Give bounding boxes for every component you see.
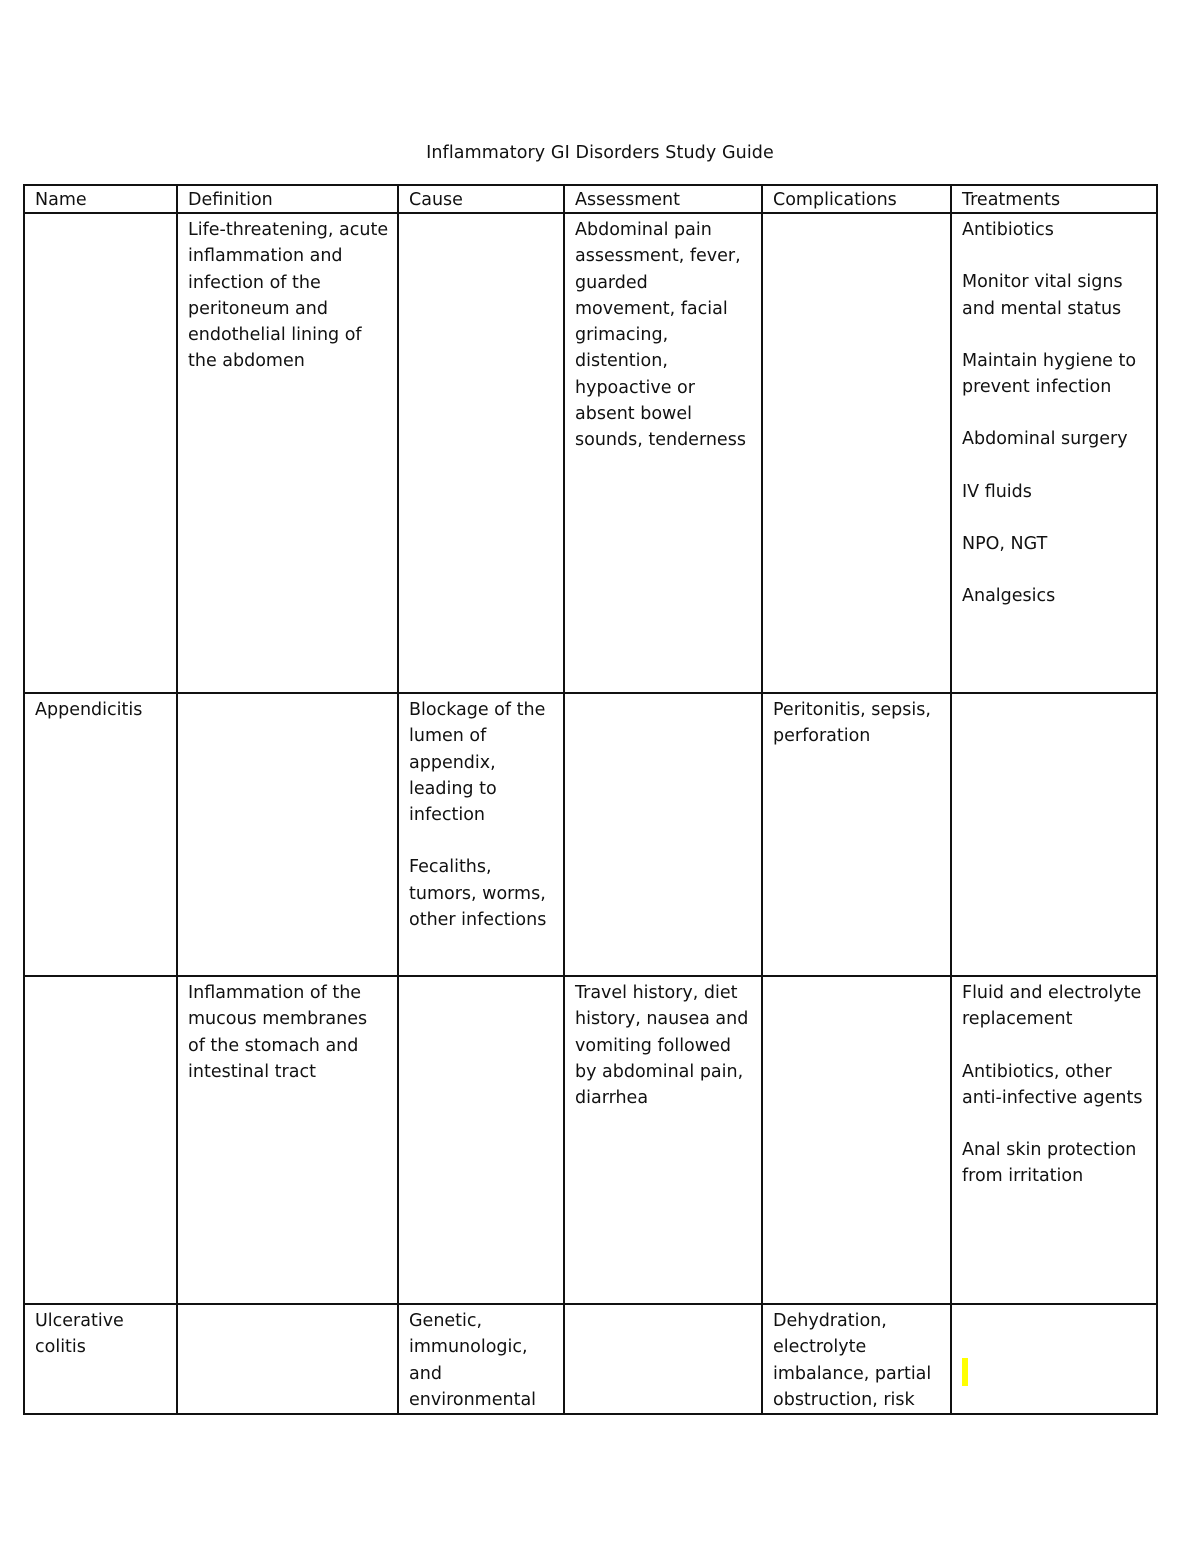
complications-cell <box>762 213 951 693</box>
treatments-cell <box>951 213 1157 693</box>
definition-cell <box>177 976 398 1304</box>
definition-cell <box>177 213 398 693</box>
complications-text: Peritonitis, sepsis, perforation <box>773 700 931 747</box>
assessment-cell <box>564 693 762 976</box>
cause-cell <box>398 1304 564 1414</box>
treatment-item: Abdominal surgery <box>962 429 1128 450</box>
treatment-item: Anal skin protection from irritation <box>962 1140 1137 1187</box>
treatment-item: IV fluids <box>962 481 1032 502</box>
table-row <box>24 213 1157 693</box>
treatments-cell <box>951 693 1157 976</box>
page-title: Inflammatory GI Disorders Study Guide <box>426 143 774 163</box>
table-row <box>24 1304 1157 1414</box>
treatments-cell <box>951 1304 1157 1414</box>
treatment-item: Analgesics <box>962 586 1056 607</box>
column-header-assessment: Assessment <box>564 185 762 213</box>
treatment-item: Antibiotics, other anti-infective agents <box>962 1061 1143 1108</box>
assessment-text: Travel history, diet history, nausea and vomiting followed by abdominal pain, diarrhea <box>575 983 749 1109</box>
cause-text: Genetic, immunologic, and environmental <box>409 1311 537 1410</box>
name-cell: Appendicitis <box>24 693 177 976</box>
column-header-definition: Definition <box>177 185 398 213</box>
name-cell <box>24 976 177 1304</box>
treatment-item: NPO, NGT <box>962 534 1048 555</box>
column-header-treatments: Treatments <box>951 185 1157 213</box>
cause-cell <box>398 693 564 976</box>
assessment-text: Abdominal pain assessment, fever, guarded movement, facial grimacing, distention, hypoactive or absent bowel sounds, tenderness <box>575 220 746 451</box>
assessment-cell <box>564 976 762 1304</box>
cause-text: Fecaliths, tumors, worms, other infections <box>409 857 547 931</box>
table-row <box>24 976 1157 1304</box>
text-cursor-highlight <box>962 1358 968 1386</box>
definition-text: Life-threatening, acute inflammation and infection of the peritoneum and endothelial lining of the abdomen <box>188 220 389 372</box>
column-header-cause: Cause <box>398 185 564 213</box>
cause-cell <box>398 213 564 693</box>
complications-cell <box>762 693 951 976</box>
definition-cell <box>177 693 398 976</box>
assessment-cell <box>564 213 762 693</box>
study-guide-table <box>23 184 1158 1415</box>
name-cell: Ulcerative colitis <box>24 1304 177 1414</box>
complications-cell <box>762 976 951 1304</box>
treatment-item: Monitor vital signs and mental status <box>962 272 1123 319</box>
treatment-item: Maintain hygiene to prevent infection <box>962 350 1137 398</box>
treatment-item: Fluid and electrolyte replacement <box>962 983 1142 1030</box>
column-header-complications: Complications <box>762 185 951 213</box>
treatments-cell <box>951 976 1157 1304</box>
treatment-item: Antibiotics <box>962 220 1054 240</box>
definition-cell <box>177 1304 398 1414</box>
definition-text: Inflammation of the mucous membranes of the stomach and intestinal tract <box>188 983 368 1082</box>
complications-cell <box>762 1304 951 1414</box>
name-cell <box>24 213 177 693</box>
assessment-cell <box>564 1304 762 1414</box>
cause-cell <box>398 976 564 1304</box>
table-row <box>24 693 1157 976</box>
column-header-name: Name <box>24 185 177 213</box>
cause-text: Blockage of the lumen of appendix, leading to infection <box>409 700 546 826</box>
header-row <box>24 185 1157 213</box>
complications-text: Dehydration, electrolyte imbalance, partial obstruction, risk <box>773 1311 932 1410</box>
